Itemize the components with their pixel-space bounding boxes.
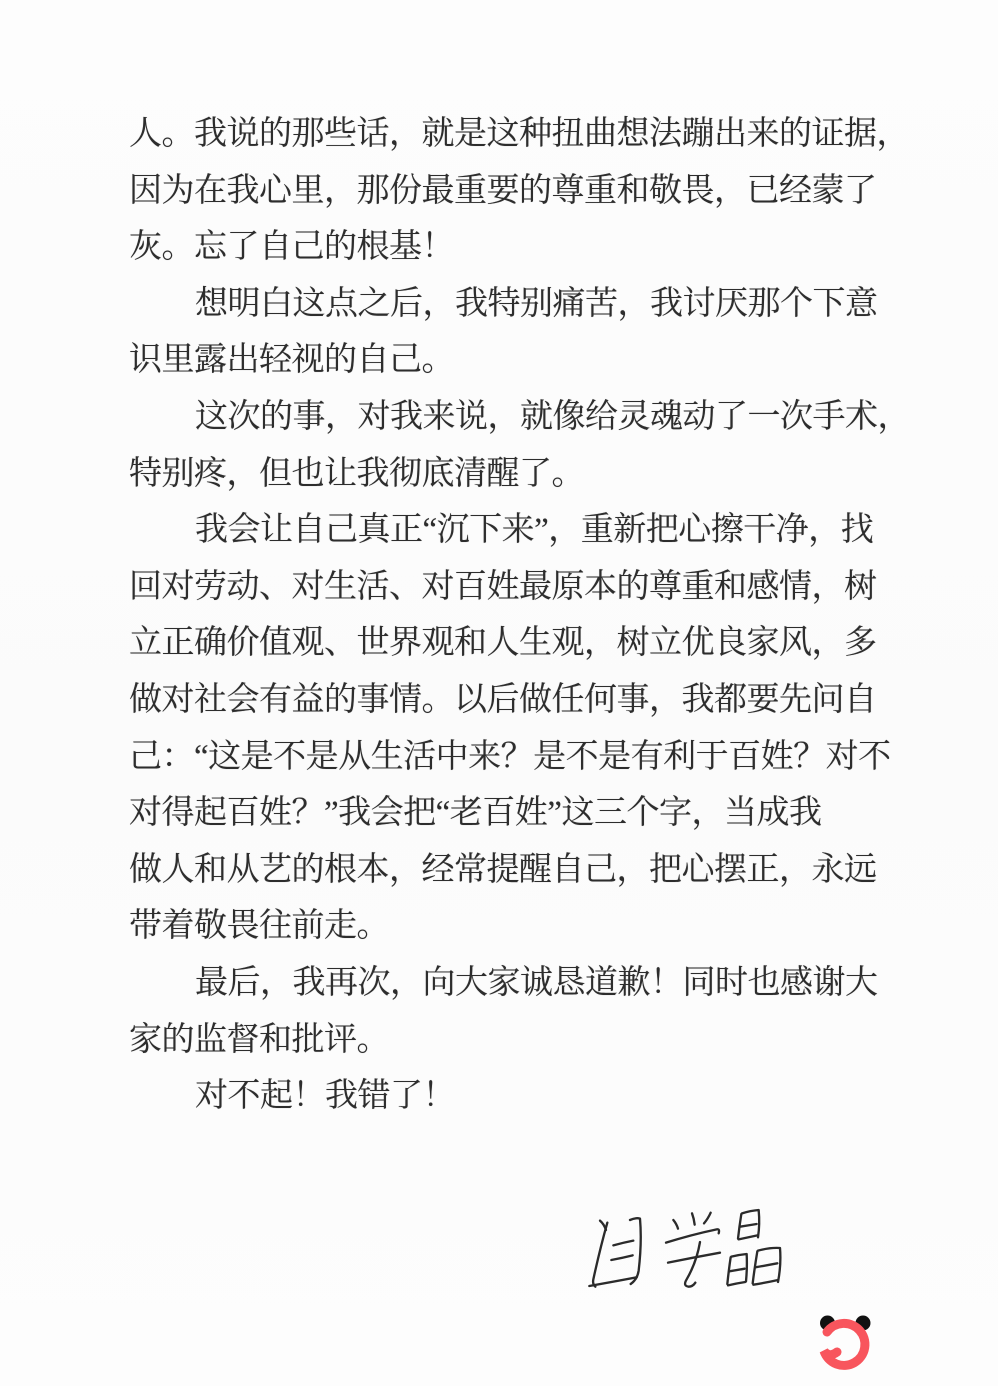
letter-line: 对得起百姓？”我会把“老百姓”这三个字，当成我 bbox=[129, 795, 822, 832]
letter-body bbox=[129, 106, 934, 1125]
letter-line: 这次的事，对我来说，就像给灵魂动了一次手术， bbox=[195, 398, 910, 435]
panda-ring-logo-icon bbox=[800, 1300, 890, 1380]
letter-line: 对不起！我错了！ bbox=[195, 1078, 455, 1115]
letter-line: 带着敬畏往前走。 bbox=[129, 908, 389, 945]
letter-line: 人。我说的那些话，就是这种扭曲想法蹦出来的证据， bbox=[129, 116, 909, 152]
letter-line: 做对社会有益的事情。以后做任何事，我都要先问自 bbox=[129, 681, 877, 718]
letter-line: 回对劳动、对生活、对百姓最原本的尊重和感情，树 bbox=[129, 568, 877, 605]
letter-line: 灰。忘了自己的根基！ bbox=[129, 229, 454, 266]
red-ring-icon bbox=[824, 1323, 865, 1365]
letter-line: 家的监督和批评。 bbox=[129, 1021, 389, 1058]
letter-line: 己：“这是不是从生活中来？是不是有利于百姓？对不 bbox=[129, 738, 891, 775]
letter-line: 想明白这点之后，我特别痛苦，我讨厌那个下意 bbox=[195, 285, 878, 322]
letter-line: 最后，我再次，向大家诚恳道歉！同时也感谢大 bbox=[195, 964, 878, 1001]
panda-ring-logo-shapes bbox=[800, 1300, 890, 1380]
signature-strokes-icon bbox=[568, 1192, 808, 1322]
letter-line: 做人和从艺的根本，经常提醒自己，把心摆正，永远 bbox=[129, 851, 877, 888]
letter-line: 因为在我心里，那份最重要的尊重和敬畏，已经蒙了 bbox=[129, 172, 877, 209]
letter-line: 立正确价值观、世界观和人生观，树立优良家风，多 bbox=[129, 625, 877, 662]
letter-line: 我会让自己真正“沉下来”，重新把心擦干净，找 bbox=[195, 512, 874, 549]
handwritten-signature bbox=[568, 1192, 808, 1322]
letter-line: 特别疼，但也让我彻底清醒了。 bbox=[129, 455, 584, 492]
letter-line: 识里露出轻视的自己。 bbox=[129, 342, 454, 379]
